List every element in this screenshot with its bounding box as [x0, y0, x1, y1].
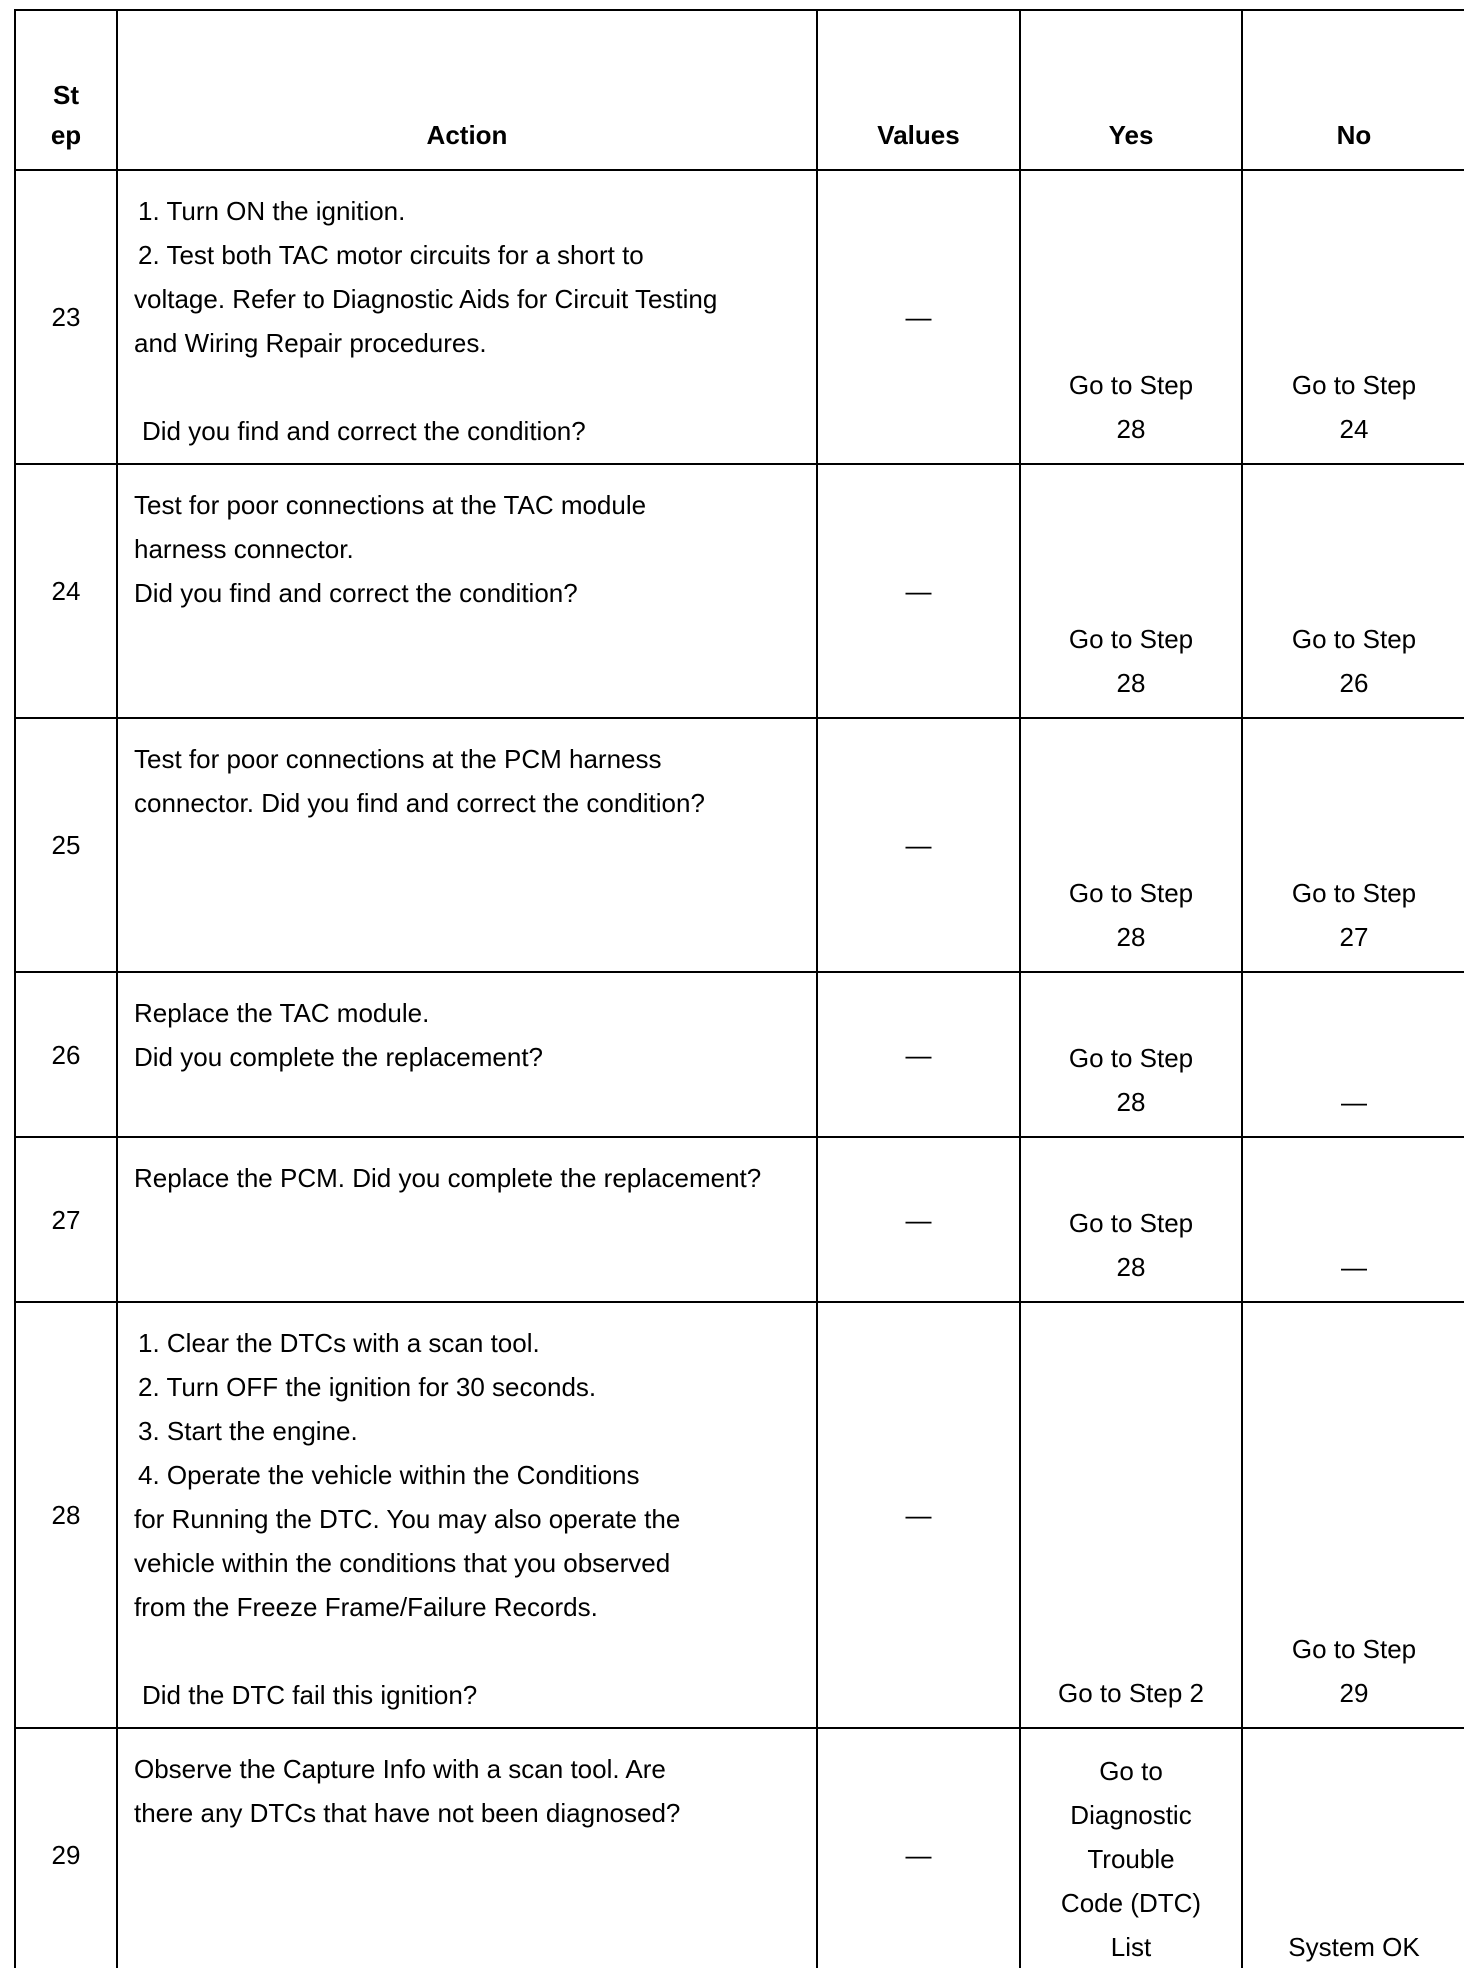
- step-number: 27: [15, 1137, 117, 1302]
- no-line: Go to Step: [1291, 878, 1417, 908]
- table-row: [15, 718, 1464, 972]
- yes-line: Trouble: [1087, 1844, 1175, 1874]
- yes-line: 28: [1116, 1087, 1146, 1117]
- yes-line: Code (DTC): [1060, 1888, 1202, 1918]
- action-line: voltage. Refer to Diagnostic Aids for Circuit Testing: [134, 284, 718, 314]
- action-line: Replace the TAC module.: [134, 998, 430, 1028]
- values-dash: —: [905, 576, 932, 606]
- no-dash: —: [1341, 1087, 1367, 1117]
- values-cell: [817, 1728, 1020, 1968]
- action-line: harness connector.: [134, 534, 354, 564]
- action-line: 2. Test both TAC motor circuits for a short to: [138, 240, 644, 270]
- action-question: Did you find and correct the condition?: [142, 416, 586, 446]
- table-row: [15, 1137, 1464, 1302]
- values-cell: [817, 170, 1020, 464]
- no-line: 24: [1339, 414, 1369, 444]
- no-line: Go to Step: [1291, 1634, 1417, 1664]
- yes-line: List: [1110, 1932, 1152, 1962]
- action-cell: [117, 1137, 817, 1302]
- header-step-line2: ep: [50, 120, 82, 150]
- yes-line: Go to Step: [1068, 370, 1194, 400]
- values-cell: [817, 1302, 1020, 1728]
- step-number: 25: [15, 718, 117, 972]
- no-line: Go to Step: [1291, 370, 1417, 400]
- action-question: Did the DTC fail this ignition?: [142, 1680, 478, 1710]
- yes-cell: [1020, 1728, 1242, 1968]
- no-cell: [1242, 972, 1464, 1137]
- yes-cell: [1020, 464, 1242, 718]
- values-dash: —: [905, 1204, 932, 1235]
- yes-cell: [1020, 1302, 1242, 1728]
- step-number: 23: [15, 170, 117, 464]
- values-dash: —: [905, 302, 932, 332]
- action-line: and Wiring Repair procedures.: [134, 328, 487, 358]
- action-line: Test for poor connections at the PCM harness: [134, 744, 662, 774]
- step-number: 28: [15, 1302, 117, 1728]
- action-line: Observe the Capture Info with a scan tool. Are: [134, 1754, 666, 1784]
- yes-line: Go to Step 2: [1058, 1678, 1204, 1708]
- no-line: 26: [1339, 668, 1369, 698]
- action-cell: [117, 170, 817, 464]
- action-line: 4. Operate the vehicle within the Conditions: [138, 1460, 640, 1490]
- step-number: 29: [15, 1728, 117, 1968]
- action-line: Did you find and correct the condition?: [134, 578, 578, 608]
- action-cell: [117, 1302, 817, 1728]
- table-row: [15, 972, 1464, 1137]
- values-dash: —: [905, 1039, 932, 1070]
- yes-line: Go to Step: [1068, 878, 1194, 908]
- no-line: Go to Step: [1291, 624, 1417, 654]
- values-dash: —: [905, 1500, 932, 1530]
- table-row: [15, 170, 1464, 464]
- action-line: vehicle within the conditions that you observed: [134, 1548, 671, 1578]
- header-values: Values: [817, 10, 1020, 170]
- action-line: 1. Clear the DTCs with a scan tool.: [138, 1328, 540, 1358]
- header-yes: Yes: [1020, 10, 1242, 170]
- action-line: 2. Turn OFF the ignition for 30 seconds.: [138, 1372, 597, 1402]
- action-line: 3. Start the engine.: [138, 1416, 358, 1446]
- action-line: for Running the DTC. You may also operate the: [134, 1504, 681, 1534]
- values-dash: —: [905, 830, 932, 860]
- action-line: connector. Did you find and correct the condition?: [134, 788, 705, 818]
- yes-line: Diagnostic: [1070, 1800, 1192, 1830]
- yes-cell: [1020, 1137, 1242, 1302]
- table-row: [15, 1302, 1464, 1728]
- values-cell: [817, 972, 1020, 1137]
- action-cell: [117, 972, 817, 1137]
- yes-line: 28: [1116, 414, 1146, 444]
- action-line: Test for poor connections at the TAC module: [134, 490, 647, 520]
- no-cell: [1242, 1728, 1464, 1968]
- values-dash: —: [905, 1840, 932, 1870]
- step-number: 26: [15, 972, 117, 1137]
- no-cell: [1242, 1302, 1464, 1728]
- header-step-line1: St: [53, 80, 79, 110]
- yes-line: Go to Step: [1068, 1043, 1194, 1073]
- action-line: Did you complete the replacement?: [134, 1042, 544, 1072]
- yes-line: 28: [1116, 1252, 1146, 1282]
- no-line: 27: [1339, 922, 1369, 952]
- action-cell: [117, 464, 817, 718]
- values-cell: [817, 1137, 1020, 1302]
- diagnostic-table: [14, 9, 1464, 1968]
- yes-line: 28: [1116, 668, 1146, 698]
- no-line: System OK: [1288, 1932, 1420, 1962]
- header-no: No: [1242, 10, 1464, 170]
- yes-line: 28: [1116, 922, 1146, 952]
- diagnostic-table-container: [14, 9, 1464, 1968]
- yes-cell: [1020, 718, 1242, 972]
- values-cell: [817, 464, 1020, 718]
- values-cell: [817, 718, 1020, 972]
- action-line: from the Freeze Frame/Failure Records.: [134, 1592, 598, 1622]
- no-cell: [1242, 170, 1464, 464]
- table-row: [15, 464, 1464, 718]
- action-cell: [117, 718, 817, 972]
- no-dash: —: [1341, 1252, 1367, 1282]
- step-number: 24: [15, 464, 117, 718]
- yes-cell: [1020, 972, 1242, 1137]
- yes-line: Go to Step: [1068, 1208, 1194, 1238]
- table-row: [15, 1728, 1464, 1968]
- action-line: Replace the PCM. Did you complete the replacement?: [134, 1163, 762, 1193]
- yes-line: Go to Step: [1068, 624, 1194, 654]
- yes-line: Go to: [1099, 1756, 1163, 1786]
- header-row: [15, 10, 1464, 170]
- yes-cell: [1020, 170, 1242, 464]
- action-cell: [117, 1728, 817, 1968]
- no-cell: [1242, 464, 1464, 718]
- header-step: [15, 10, 117, 170]
- header-action: Action: [117, 10, 817, 170]
- action-line: 1. Turn ON the ignition.: [138, 196, 406, 226]
- action-line: there any DTCs that have not been diagnosed?: [134, 1798, 681, 1828]
- no-cell: [1242, 718, 1464, 972]
- no-cell: [1242, 1137, 1464, 1302]
- no-line: 29: [1339, 1678, 1369, 1708]
